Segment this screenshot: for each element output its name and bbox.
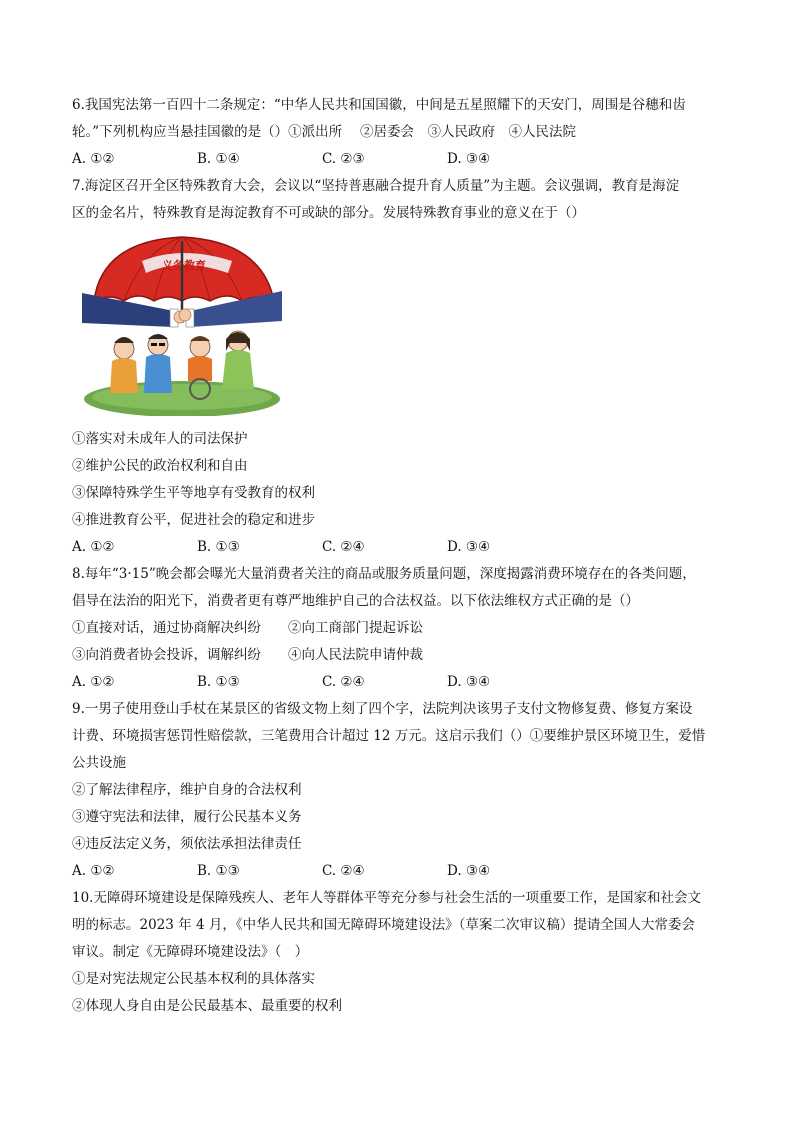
question-8-items-line-1: ①直接对话，通过协商解决纠纷 ②向工商部门提起诉讼 bbox=[72, 620, 423, 636]
question-7 bbox=[72, 173, 724, 561]
question-7-item-3: ③保障特殊学生平等地享有受教育的权利 bbox=[72, 485, 315, 501]
option-b[interactable]: B. ①③ bbox=[197, 863, 240, 879]
option-c[interactable]: C. ②③ bbox=[322, 151, 365, 167]
question-7-item-4: ④推进教育公平，促进社会的稳定和进步 bbox=[72, 512, 315, 528]
option-a[interactable]: A. ①② bbox=[72, 674, 115, 690]
question-8 bbox=[72, 561, 724, 696]
question-10-item-2: ②体现人身自由是公民最基本、最重要的权利 bbox=[72, 998, 342, 1014]
compulsory-education-umbrella-illustration bbox=[82, 231, 282, 416]
question-9-stem-line-3: 公共设施 bbox=[72, 755, 126, 771]
option-d[interactable]: D. ③④ bbox=[447, 863, 491, 879]
option-a[interactable]: A. ①② bbox=[72, 863, 115, 879]
question-8-items-line-2: ③向消费者协会投诉，调解纠纷 ④向人民法院申请仲裁 bbox=[72, 647, 423, 663]
question-6-options bbox=[72, 146, 724, 173]
question-9-item-2: ②了解法律程序，维护自身的合法权利 bbox=[72, 782, 302, 798]
question-6-stem-line-1: 6.我国宪法第一百四十二条规定：“中华人民共和国国徽，中间是五星照耀下的天安门，周围是谷穗和齿 bbox=[72, 97, 686, 113]
option-a[interactable]: A. ①② bbox=[72, 539, 115, 555]
question-7-item-2: ②维护公民的政治权利和自由 bbox=[72, 458, 248, 474]
question-9-item-3: ③遵守宪法和法律，履行公民基本义务 bbox=[72, 809, 302, 825]
question-10-stem-line-2: 明的标志。2023 年 4 月，《中华人民共和国无障碍环境建设法》（草案二次审议稿）提请全国人大常委会 bbox=[72, 917, 695, 933]
question-7-options bbox=[72, 534, 724, 561]
question-9-options bbox=[72, 858, 724, 885]
option-d[interactable]: D. ③④ bbox=[447, 539, 491, 555]
question-9 bbox=[72, 696, 724, 885]
question-8-stem-line-1: 8.每年“3·15”晚会都会曝光大量消费者关注的商品或服务质量问题，深度揭露消费环境存在的各类问题， bbox=[72, 566, 696, 582]
option-c[interactable]: C. ②④ bbox=[322, 674, 365, 690]
question-7-item-1: ①落实对未成年人的司法保护 bbox=[72, 431, 248, 447]
question-7-stem-line-2: 区的金名片，特殊教育是海淀教育不可或缺的部分。发展特殊教育事业的意义在于（） bbox=[72, 205, 585, 221]
question-9-stem-line-1: 9.一男子使用登山手杖在某景区的省级文物上刻了四个字，法院判决该男子支付文物修复费、修复方案设 bbox=[72, 701, 693, 717]
question-8-options bbox=[72, 669, 724, 696]
question-10-stem-line-3: 审议。制定《无障碍环境建设法》（ ） bbox=[72, 944, 309, 960]
option-d[interactable]: D. ③④ bbox=[447, 151, 491, 167]
option-c[interactable]: C. ②④ bbox=[322, 539, 365, 555]
option-b[interactable]: B. ①③ bbox=[197, 539, 240, 555]
question-6 bbox=[72, 92, 724, 173]
question-10 bbox=[72, 885, 724, 1020]
question-7-stem-line-1: 7.海淀区召开全区特殊教育大会，会议以“坚持普惠融合提升育人质量”为主题。会议强调，教育是海淀 bbox=[72, 178, 680, 194]
option-b[interactable]: B. ①④ bbox=[197, 151, 240, 167]
option-b[interactable]: B. ①③ bbox=[197, 674, 240, 690]
question-8-stem-line-2: 倡导在法治的阳光下，消费者更有尊严地维护自己的合法权益。以下依法维权方式正确的是（） bbox=[72, 593, 639, 609]
question-9-item-4: ④违反法定义务，须依法承担法律责任 bbox=[72, 836, 302, 852]
option-c[interactable]: C. ②④ bbox=[322, 863, 365, 879]
question-9-stem-line-2: 计费、环境损害惩罚性赔偿款，三笔费用合计超过 12 万元。这启示我们（）①要维护景区环境卫生，爱惜 bbox=[72, 728, 706, 744]
option-a[interactable]: A. ①② bbox=[72, 151, 115, 167]
exam-page bbox=[72, 92, 724, 1020]
umbrella-label: 义务教育 bbox=[162, 259, 206, 272]
question-10-item-1: ①是对宪法规定公民基本权利的具体落实 bbox=[72, 971, 315, 987]
option-d[interactable]: D. ③④ bbox=[447, 674, 491, 690]
question-6-stem-line-2: 轮。”下列机构应当悬挂国徽的是（）①派出所 ②居委会 ③人民政府 ④人民法院 bbox=[72, 124, 576, 140]
question-10-stem-line-1: 10.无障碍环境建设是保障残疾人、老年人等群体平等充分参与社会生活的一项重要工作，是国家和社会文 bbox=[72, 890, 701, 906]
